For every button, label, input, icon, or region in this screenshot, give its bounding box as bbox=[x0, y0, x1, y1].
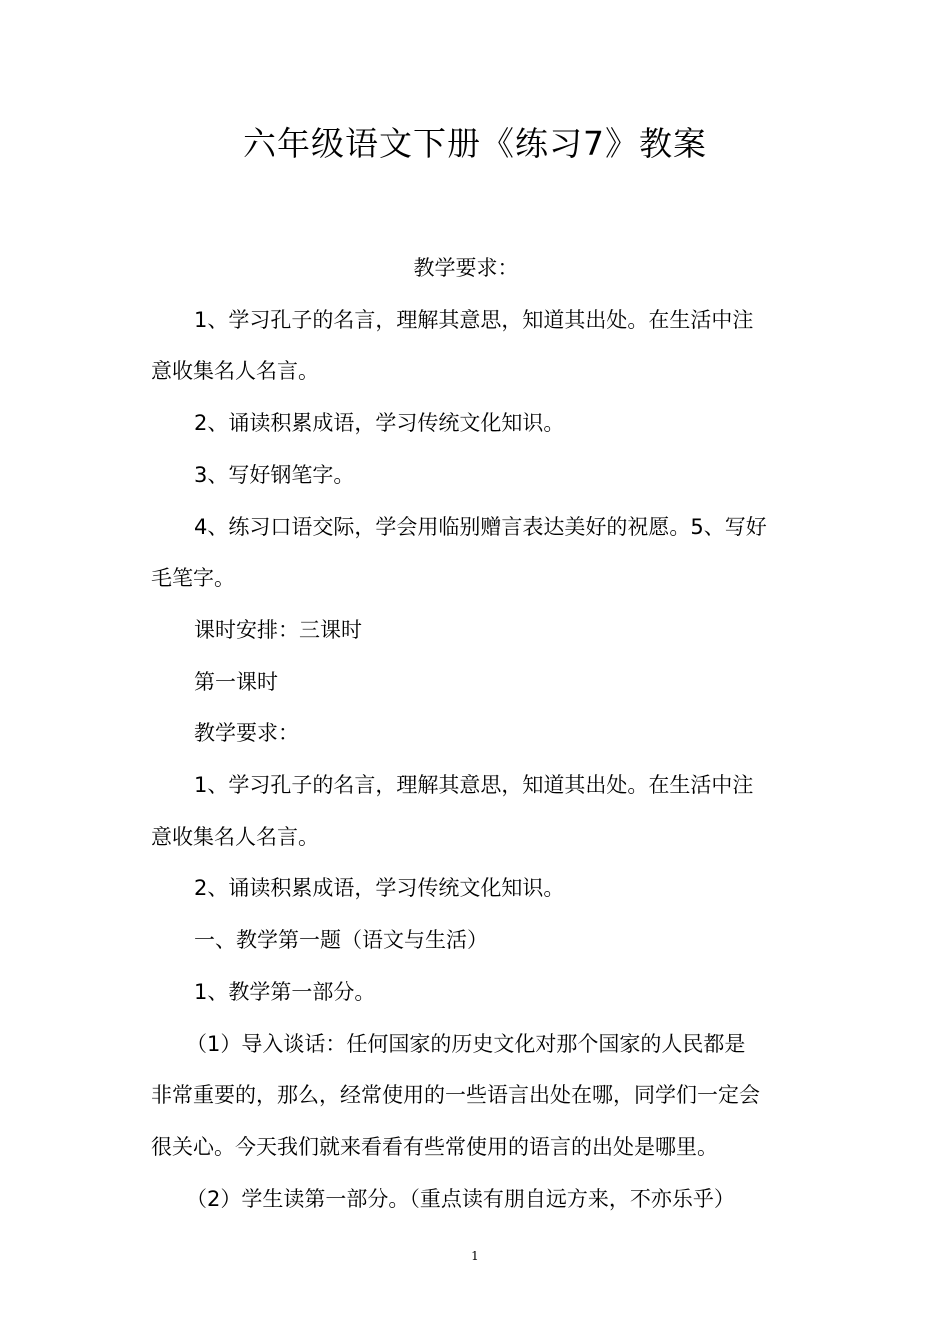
paragraph-line: 意收集名人名言。 bbox=[151, 824, 319, 849]
paragraph-line: 非常重要的，那么，经常使用的一些语言出处在哪，同学们一定会 bbox=[151, 1083, 760, 1108]
section-heading: 一、教学第一题（语文与生活） bbox=[194, 928, 488, 953]
section-heading: 教学要求： bbox=[413, 256, 519, 280]
paragraph-line: 很关心。今天我们就来看看有些常使用的语言的出处是哪里。 bbox=[151, 1134, 718, 1159]
section-heading: 第一课时 bbox=[194, 669, 278, 694]
page-number: 1 bbox=[471, 1249, 479, 1263]
paragraph-line: （1）导入谈话：任何国家的历史文化对那个国家的人民都是 bbox=[186, 1031, 746, 1056]
document-title: 六年级语文下册《练习7》教案 bbox=[243, 124, 707, 163]
paragraph-line: 2、诵读积累成语，学习传统文化知识。 bbox=[194, 411, 565, 436]
section-heading: 教学要求： bbox=[194, 721, 299, 746]
paragraph-line: 1、学习孔子的名言，理解其意思，知道其出处。在生活中注 bbox=[194, 307, 754, 332]
paragraph-line: 毛笔字。 bbox=[151, 566, 235, 591]
paragraph-line: 意收集名人名言。 bbox=[151, 359, 319, 384]
paragraph-line: 2、诵读积累成语，学习传统文化知识。 bbox=[194, 876, 565, 901]
paragraph-line: 4、练习口语交际，学会用临别赠言表达美好的祝愿。5、写好 bbox=[194, 514, 767, 539]
document-body bbox=[151, 243, 811, 1225]
paragraph-line: （2）学生读第一部分。（重点读有朋自远方来，不亦乐乎） bbox=[186, 1186, 735, 1211]
paragraph-line: 1、学习孔子的名言，理解其意思，知道其出处。在生活中注 bbox=[194, 773, 754, 798]
paragraph-line: 3、写好钢笔字。 bbox=[194, 462, 355, 487]
paragraph-line: 1、教学第一部分。 bbox=[194, 979, 376, 1004]
paragraph-line: 课时安排：三课时 bbox=[194, 617, 362, 642]
